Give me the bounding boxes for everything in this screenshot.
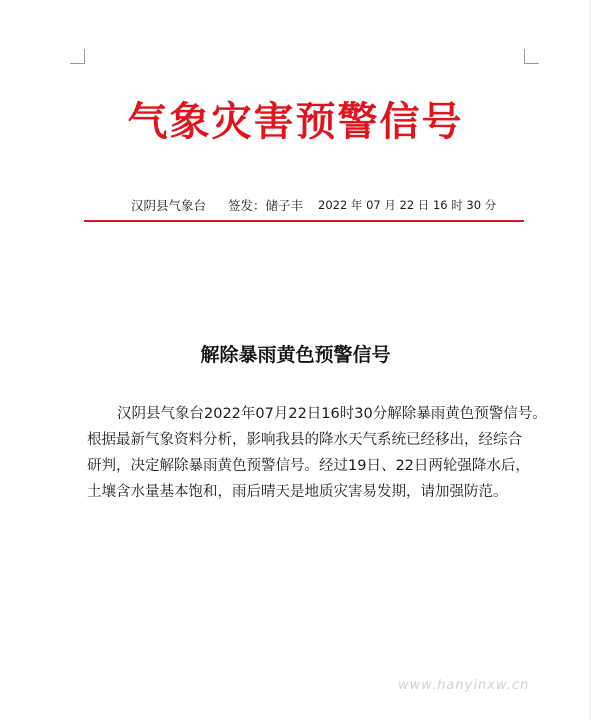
warning-banner-title: 气象灾害预警信号 [127,99,464,145]
crop-mark-top-left [70,49,85,64]
issuing-organization: 汉阴县气象台 [131,198,207,213]
body-line: 根据最新气象资料分析，影响我县的降水天气系统已经移出，经综合 [87,432,522,448]
issuer-signature: 签发：储子丰 [228,198,304,213]
document-body [87,401,547,505]
document-title: 解除暴雨黄色预警信号 [200,344,391,366]
crop-mark-top-right [524,49,539,64]
red-divider [84,220,524,222]
body-line: 汉阴县气象台2022年07月22日16时30分解除暴雨黄色预警信号。 [117,406,547,422]
body-line: 土壤含水量基本饱和，雨后晴天是地质灾害易发期，请加强防范。 [87,484,508,500]
body-line: 研判，决定解除暴雨黄色预警信号。经过19日、22日两轮强降水后， [87,458,530,474]
issue-datetime: 2022 年 07 月 22 日 16 时 30 分 [318,198,497,212]
site-watermark: www.hanyinxw.cn [398,678,530,693]
